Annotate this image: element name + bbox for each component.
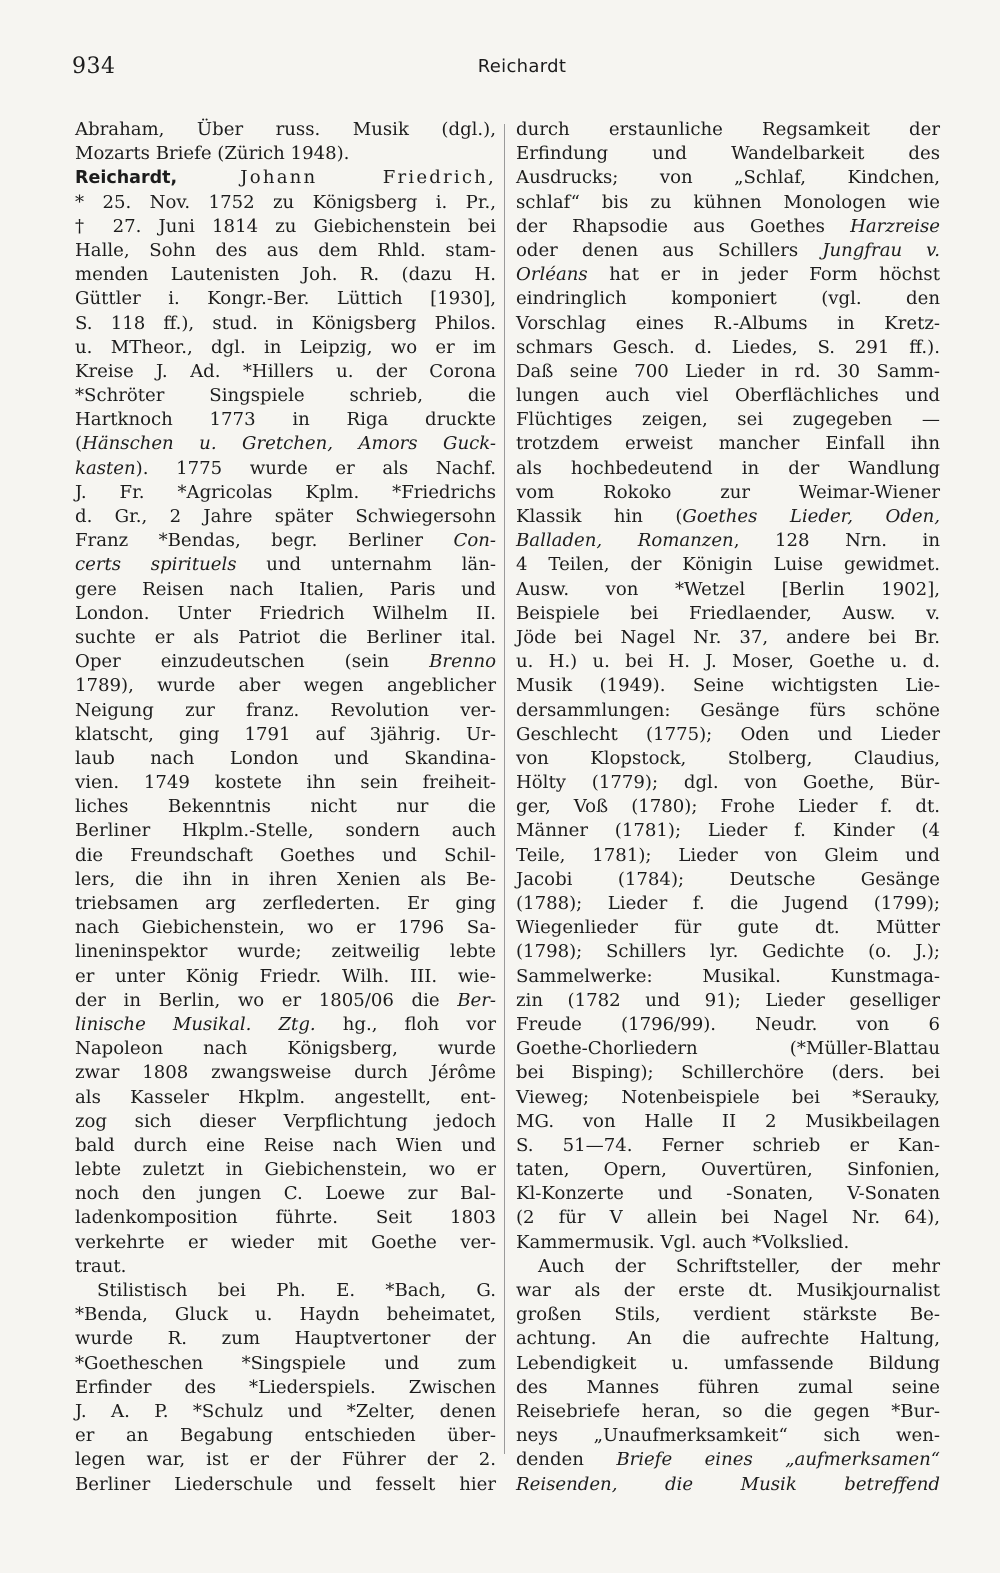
text-line: *Benda, Gluck u. Haydn beheimatet, <box>75 1304 496 1326</box>
text-line: des Mannes führen zumal seine <box>516 1376 940 1398</box>
text-line: Hartknoch 1773 in Riga druckte <box>75 409 496 431</box>
text-line <box>516 239 940 263</box>
text-line: nach Giebichenstein, wo er 1796 Sa- <box>75 917 496 939</box>
text-line <box>516 1473 940 1497</box>
text-run: Briefe eines „aufmerksamen“ <box>616 1449 941 1471</box>
text-line <box>75 166 496 190</box>
text-line <box>75 553 496 577</box>
text-line: Kl-Konzerte und -Sonaten, V-Sonaten <box>516 1183 940 1205</box>
text-run: ). 1775 wurde er als Nachf. <box>135 457 496 479</box>
text-line: Erfindung und Wandelbarkeit des <box>516 143 940 165</box>
text-line <box>75 1013 496 1037</box>
text-line: Beispiele bei Friedlaender, Ausw. v. <box>516 602 940 624</box>
text-run: denden <box>516 1449 617 1471</box>
text-run: der Rhapsodie aus Goethes <box>516 215 851 237</box>
text-run: hg., floh vor <box>315 1013 497 1035</box>
text-line: *Goetheschen *Singspiele und zum <box>75 1352 496 1374</box>
text-run: Franz *Bendas, begr. Berliner <box>75 530 454 552</box>
text-run: Klassik hin ( <box>516 506 683 527</box>
text-line <box>75 989 496 1013</box>
text-line: Mozarts Briefe (Zürich 1948). <box>75 143 350 165</box>
text-run: oder denen aus Schillers <box>516 239 823 261</box>
text-line: (1788); Lieder f. die Jugend (1799); <box>516 893 940 914</box>
text-line: Flüchtiges zeigen, sei zugegeben — <box>516 409 940 431</box>
text-line: schlaf“ bis zu kühnen Monologen wie <box>516 191 940 213</box>
text-line: Vieweg; Notenbeispiele bei *Serauky, <box>516 1086 940 1108</box>
text-run: Johann Friedrich, <box>240 167 496 189</box>
text-line: *Schröter Singspiele schrieb, die <box>75 385 496 407</box>
text-line: Männer (1781); Lieder f. Kinder (4 <box>516 820 940 842</box>
text-run: Jungfrau v. <box>822 239 940 261</box>
text-line: laub nach London und Skandina- <box>75 747 496 769</box>
text-line: von Klopstock, Stolberg, Claudius, <box>516 747 940 769</box>
text-line: Ausw. von *Wetzel [Berlin 1902], <box>516 578 940 600</box>
text-line: zog sich dieser Verpflichtung jedoch <box>75 1110 496 1132</box>
page-header <box>72 54 942 94</box>
text-run: Balladen, Romanzen <box>516 530 734 552</box>
text-line: Teile, 1781); Lieder von Gleim und <box>516 844 940 866</box>
text-line: J. Fr. *Agricolas Kplm. *Friedrichs <box>75 481 496 503</box>
text-line: London. Unter Friedrich Wilhelm II. <box>75 602 496 624</box>
text-line: MG. von Halle II 2 Musikbeilagen <box>516 1110 940 1132</box>
text-line: Neigung zur franz. Revolution ver- <box>75 699 496 721</box>
text-line: triebsamen arg zerflederten. Er ging <box>75 893 496 914</box>
text-line: Güttler i. Kongr.-Ber. Lüttich [1930], <box>75 288 496 310</box>
text-run: linische Musikal. Ztg. <box>75 1013 316 1035</box>
text-line: Abraham, Über russ. Musik (dgl.), <box>75 119 496 140</box>
text-line: noch den jungen C. Loewe zur Bal- <box>75 1183 496 1205</box>
right-column <box>516 118 940 1497</box>
text-run: ( <box>75 433 83 455</box>
text-line: er unter König Friedr. Wilh. III. wie- <box>75 965 496 987</box>
text-line: legen war, ist er der Führer der 2. <box>75 1449 496 1471</box>
text-line: (2 für V allein bei Nagel Nr. 64), <box>516 1207 940 1229</box>
text-line: Daß seine 700 Lieder in rd. 30 Samm- <box>516 360 940 382</box>
text-line: d. Gr., 2 Jahre später Schwiegersohn <box>75 506 496 527</box>
text-line: wurde R. zum Hauptvertoner der <box>75 1328 496 1350</box>
text-line: Kreise J. Ad. *Hillers u. der Corona <box>75 360 496 382</box>
text-run: Ber- <box>457 989 496 1011</box>
text-run: der in Berlin, wo er 1805/06 die <box>75 989 458 1011</box>
text-line: Ausdrucks; von „Schlaf, Kindchen, <box>516 167 940 189</box>
text-line: Stilistisch bei Ph. E. *Bach, G. <box>97 1280 496 1301</box>
running-head: Reichardt <box>477 56 567 77</box>
text-line: trotzdem erweist mancher Einfall ihn <box>516 433 940 455</box>
text-line: Erfinder des *Liederspiels. Zwischen <box>75 1376 496 1398</box>
text-line: Berliner Liederschule und fesselt hier <box>75 1473 496 1495</box>
text-run: hat er in jeder Form höchst <box>587 264 940 286</box>
text-run: Reisenden, die Musik betreffend <box>516 1473 940 1495</box>
text-line: traut. <box>75 1255 127 1277</box>
text-line: die Freundschaft Goethes und Schil- <box>75 844 496 866</box>
text-line: 4 Teilen, der Königin Luise gewidmet. <box>516 554 940 576</box>
text-line: 1789), wurde aber wegen angeblicher <box>75 675 496 697</box>
text-line: suchte er als Patriot die Berliner ital. <box>75 626 496 648</box>
text-line <box>75 432 496 456</box>
text-line: J. A. P. *Schulz und *Zelter, denen <box>75 1400 496 1422</box>
text-run: Hänschen u. Gretchen, Amors Guck- <box>82 433 496 455</box>
text-run: Reichardt, <box>75 168 178 189</box>
text-run: Goethes Lieder, Oden, <box>682 506 940 527</box>
text-line: neys „Unaufmerksamkeit“ sich wen- <box>516 1425 940 1447</box>
text-line: war als der erste dt. Musikjournalist <box>516 1280 940 1301</box>
text-line: Berliner Hkplm.-Stelle, sondern auch <box>75 820 496 842</box>
text-line: Freude (1796/99). Neudr. von 6 <box>516 1013 940 1035</box>
text-line: bald durch eine Reise nach Wien und <box>75 1134 496 1156</box>
text-line: lungen auch viel Oberflächliches und <box>516 385 940 407</box>
text-line <box>75 457 496 481</box>
text-line <box>75 529 496 553</box>
text-line: zin (1782 und 91); Lieder geselliger <box>516 989 940 1011</box>
text-line: Vorschlag eines R.-Albums in Kretz- <box>516 312 940 334</box>
text-line <box>75 650 496 674</box>
text-line: lineninspektor wurde; zeitweilig lebte <box>75 941 496 963</box>
text-line: (1798); Schillers lyr. Gedichte (o. J.); <box>516 941 940 963</box>
text-run: , 128 Nrn. in <box>733 530 941 552</box>
text-line: Musik (1949). Seine wichtigsten Lie- <box>516 675 940 697</box>
text-line: menden Lautenisten Joh. R. (dazu H. <box>75 264 496 286</box>
text-line: schmars Gesch. d. Liedes, S. 291 ff.). <box>516 336 940 358</box>
text-line: u. MTheor., dgl. in Leipzig, wo er im <box>75 336 496 358</box>
text-line: Halle, Sohn des aus dem Rhld. stam- <box>75 239 496 261</box>
column-divider <box>504 124 505 1454</box>
text-line: S. 51—74. Ferner schrieb er Kan- <box>516 1134 940 1156</box>
text-line: u. H.) u. bei H. J. Moser, Goethe u. d. <box>516 651 940 673</box>
text-run: Brenno <box>429 651 496 673</box>
text-run: kasten <box>75 457 136 479</box>
text-line: lebte zuletzt in Giebichenstein, wo er <box>75 1159 496 1181</box>
text-line: ladenkomposition führte. Seit 1803 <box>75 1207 496 1229</box>
text-line: Lebendigkeit u. umfassende Bildung <box>516 1352 940 1374</box>
text-line: zwar 1808 zwangsweise durch Jérôme <box>75 1062 496 1084</box>
text-run: certs spirituels <box>75 554 237 576</box>
text-line: vom Rokoko zur Weimar-Wiener <box>516 481 940 503</box>
text-line: S. 118 ff.), stud. in Königsberg Philos. <box>75 312 496 334</box>
text-line <box>516 529 940 553</box>
text-line: dersammlungen: Gesänge fürs schöne <box>516 699 940 721</box>
text-line <box>516 215 940 239</box>
text-line: klatscht, ging 1791 auf 3jährig. Ur- <box>75 723 496 745</box>
text-run: Orléans <box>516 264 588 286</box>
text-line: * 25. Nov. 1752 zu Königsberg i. Pr., <box>75 191 496 213</box>
text-line <box>516 263 940 287</box>
text-line: achtung. An die aufrechte Haltung, <box>516 1328 940 1350</box>
text-line: lers, die ihn in ihren Xenien als Be- <box>75 868 496 890</box>
text-line: Jöde bei Nagel Nr. 37, andere bei Br. <box>516 626 940 648</box>
text-line: durch erstaunliche Regsamkeit der <box>516 119 940 140</box>
text-line: er an Begabung entschieden über- <box>75 1425 496 1447</box>
text-run <box>177 167 240 188</box>
text-line: bei Bisping); Schillerchöre (ders. bei <box>516 1062 940 1084</box>
text-line: gere Reisen nach Italien, Paris und <box>75 578 496 600</box>
text-line: Sammelwerke: Musikal. Kunstmaga- <box>516 965 940 987</box>
text-line: Wiegenlieder für gute dt. Mütter <box>516 917 940 939</box>
text-run: Oper einzudeutschen (sein <box>75 651 430 673</box>
text-line: großen Stils, verdient stärkste Be- <box>516 1304 940 1326</box>
text-line <box>516 505 940 529</box>
text-line <box>516 1448 940 1472</box>
text-line: eindringlich komponiert (vgl. den <box>516 288 940 310</box>
text-line: liches Bekenntnis nicht nur die <box>75 796 496 818</box>
left-column <box>75 118 496 1497</box>
text-line: taten, Opern, Ouvertüren, Sinfonien, <box>516 1159 940 1181</box>
page-number: 934 <box>72 54 116 79</box>
text-line: Jacobi (1784); Deutsche Gesänge <box>516 868 940 890</box>
text-line: Reisebriefe heran, so die gegen *Bur- <box>516 1400 940 1422</box>
text-run: und unternahm län- <box>236 554 496 576</box>
text-line: als Kasseler Hkplm. angestellt, ent- <box>75 1086 496 1108</box>
text-line: vien. 1749 kostete ihn sein freiheit- <box>75 772 496 794</box>
text-line: als hochbedeutend in der Wandlung <box>516 457 940 479</box>
text-line: Kammermusik. Vgl. auch *Volkslied. <box>516 1231 850 1253</box>
text-line: ger, Voß (1780); Frohe Lieder f. dt. <box>516 796 940 818</box>
text-line: Napoleon nach Königsberg, wurde <box>75 1038 496 1060</box>
text-line: Auch der Schriftsteller, der mehr <box>538 1255 940 1277</box>
text-line: verkehrte er wieder mit Goethe ver- <box>75 1231 496 1253</box>
text-line: Geschlecht (1775); Oden und Lieder <box>516 723 940 745</box>
text-run: Con- <box>453 530 496 552</box>
text-run: Harzreise <box>850 215 940 237</box>
text-line: † 27. Juni 1814 zu Giebichenstein bei <box>75 215 496 237</box>
text-line: Goethe-Chorliedern (*Müller-Blattau <box>516 1038 940 1060</box>
text-line: Hölty (1779); dgl. von Goethe, Bür- <box>516 772 940 794</box>
